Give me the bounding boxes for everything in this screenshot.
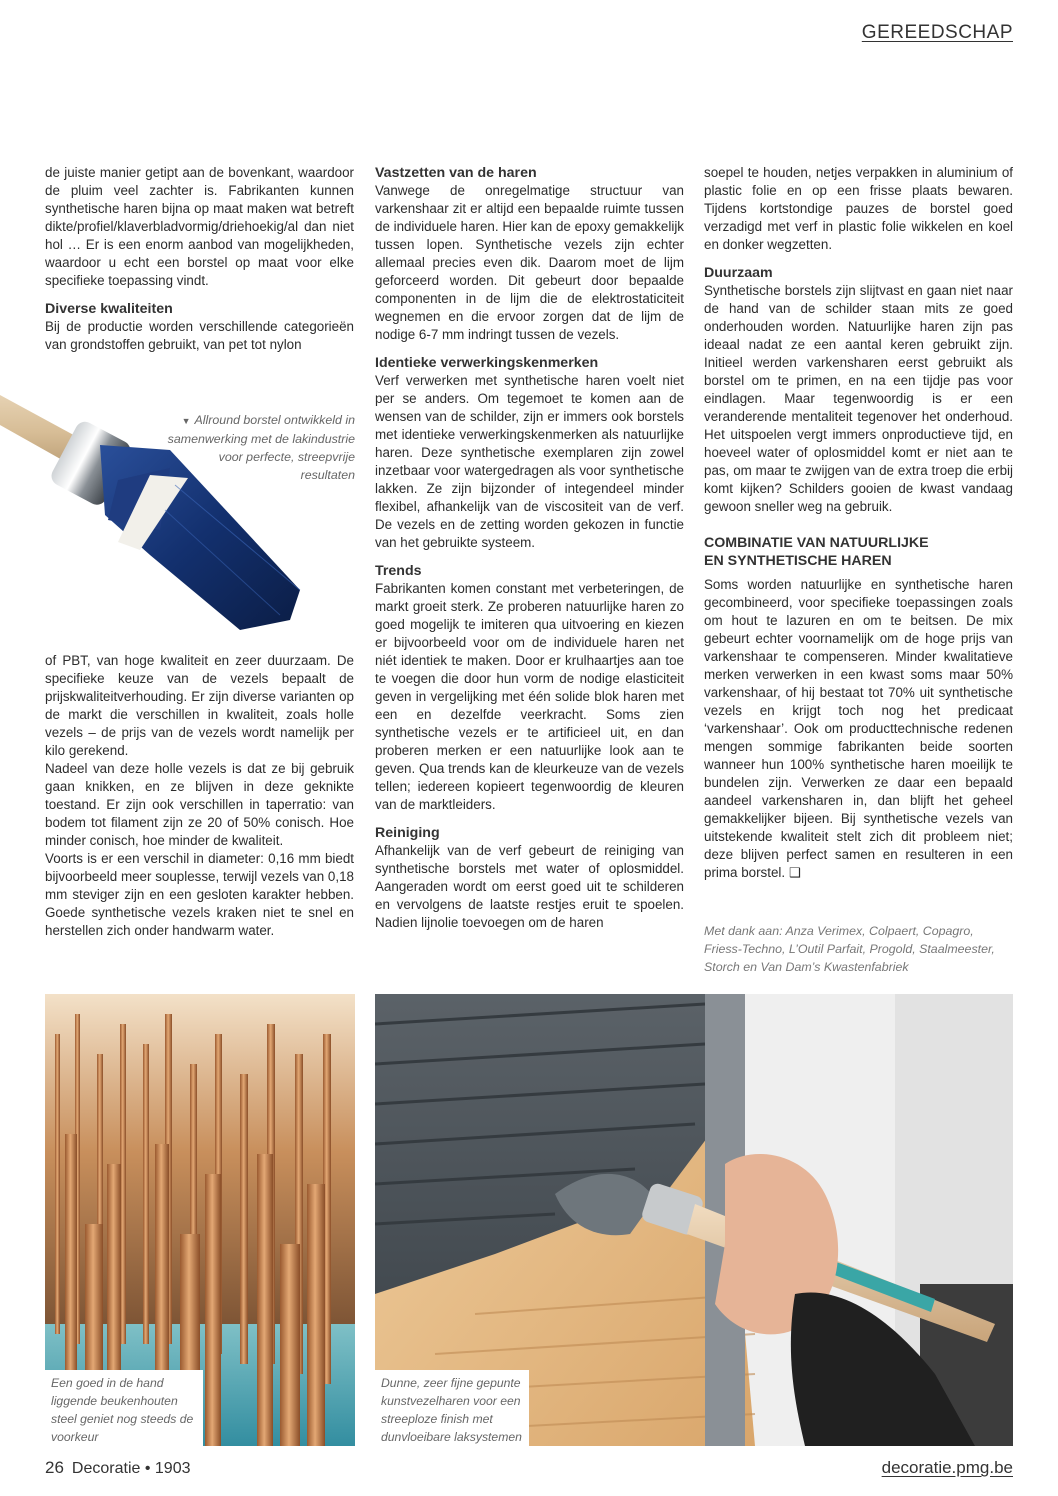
heading-vastzetten: Vastzetten van de haren: [375, 165, 537, 181]
painting-caption: Dunne, zeer fijne gepunte kunstvezelharen voor een streeploze finish met dunvloeibare laksystemen: [375, 1370, 529, 1446]
handles-caption: Een goed in de hand liggende beukenhouten steel geniet nog steeds de voorkeur: [45, 1370, 203, 1446]
column-1-top: [45, 164, 354, 354]
column-1-bottom: [45, 652, 354, 940]
paragraph: Afhankelijk van de verf gebeurt de reiniging van synthetische borstels met water of oplosmiddel. Aangeraden wordt om eerst goed uit te schilderen en vervolgens de laatste restjes eruit te spoelen. Nadien lijnolie toevoegen om de haren: [375, 843, 684, 930]
column-2: [375, 164, 684, 932]
paragraph: soepel te houden, netjes verpakken in aluminium of plastic folie en op een frisse plaats bewaren. Tijdens kortstondige pauzes de borstel goed verzadigd met verf in plastic folie wikkelen en koel en donker wegzetten.: [704, 165, 1013, 252]
acknowledgement: Met dank aan: Anza Verimex, Colpaert, Copagro, Friess-Techno, L’Outil Parfait, Progold, Staalmeester, Storch en Van Dam’s Kwastenfabriek: [704, 924, 995, 974]
magazine-issue: Decoratie • 1903: [71, 1460, 191, 1477]
footer-left: [45, 1458, 190, 1478]
column-3: [704, 164, 1013, 882]
heading-combinatie-line1: COMBINATIE VAN NATUURLIJKE: [704, 535, 929, 551]
heading-duurzaam: Duurzaam: [704, 265, 773, 281]
paragraph: Nadeel van deze holle vezels is dat ze bij gebruik gaan knikken, en ze blijven in deze geknikte toestand. Er zijn ook verschillen in taperratio: van bodem tot filament zijn ze 20 of 50% conisch. Hoe minder conisch, hoe minder de kwaliteit.: [45, 761, 354, 848]
heading-reiniging: Reiniging: [375, 825, 440, 841]
heading-identieke: Identieke verwerkingskenmerken: [375, 355, 599, 371]
paragraph: of PBT, van hoge kwaliteit en zeer duurzaam. De specifieke keuze van de vezels bepaalt de prijskwaliteitverhouding. Er zijn diverse varianten op de markt die verschillen in kwaliteit, zoals holle vezels – de prijs van de vezels wordt namelijk per kilo gerekend.: [45, 653, 354, 758]
paragraph: Bij de productie worden verschillende categorieën van grondstoffen gebruikt, van pet tot nylon: [45, 319, 354, 352]
heading-trends: Trends: [375, 563, 422, 579]
paragraph: Fabrikanten komen constant met verbeteringen, de markt groeit sterk. Ze proberen natuurlijke haren zo goed mogelijk te imiteren qua uitvoering en kiezen er bijvoorbeeld voor om de individuele haren net niét identiek te maken. Door er krulhaartjes aan toe te voegen die door hun vorm de nodige elasticiteit geven in vergelijking met één solide blok haren met een en dezelfde veerkracht. Soms zien synthetische vezels er te artificieel uit, en dan proberen merken er een natuurlijke look aan te geven. Qua trends kan de kleurkeuze van de vezels tellen; iedereen kopieert tegenwoordig de kleuren van de marktleiders.: [375, 581, 684, 812]
heading-diverse-kwaliteiten: Diverse kwaliteiten: [45, 301, 173, 317]
paragraph: Vanwege de onregelmatige structuur van varkenshaar zit er altijd een bepaalde ruimte tussen de individuele haren. Hier kan de epoxy gemakkelijk tussen lopen. Synthetische vezels zijn echter allemaal precies even dik. Daarom moet de lijm geforceerd worden. Dit gebeurt door bepaalde componenten in de lijm die de elektrostaticiteit wegnemen en die ervoor zorgen dat de lijm de nodige 6-7 mm indringt tussen de vezels.: [375, 183, 684, 342]
paragraph: Voorts is er een verschil in diameter: 0,16 mm biedt bijvoorbeeld meer souplesse, terwijl vezels van 0,18 mm steviger zijn en een gesloten karakter hebben. Goede synthetische vezels kraken niet te snel en herstellen zich onder handwarm water.: [45, 851, 354, 938]
paragraph: Verf verwerken met synthetische haren voelt niet per se anders. Om tegemoet te komen aan de wensen van de schilder, zijn er immers ook borstels met identieke verwerkingskenmerken als natuurlijke haren. Deze synthetische exemplaren zijn zowel inzetbaar voor watergedragen als voor synthetische lakken. Ze zijn bijzonder of integendeel minder flexibel, afhankelijk van de viscositeit van de verf. De vezels en de zetting worden gekozen in functie van het gebruikte systeem.: [375, 373, 684, 550]
brush-caption: ▼ Allround borstel ontwikkeld in samenwerking met de lakindustrie voor perfecte, streepvrije resultaten: [167, 413, 355, 482]
website-link[interactable]: decoratie.pmg.be: [881, 1458, 1013, 1477]
caret-down-icon: ▼: [181, 416, 191, 426]
paragraph: Soms worden natuurlijke en synthetische haren gecombineerd, voor specifieke toepassingen zoals om hout te lazuren en om te beitsen. De mix gebeurt echter voornamelijk om de hoge prijs van varkenshaar te compenseren. Minder kwalitatieve merken verwerken in een kwast soms maar 50% varkenshaar, of hij bestaat tot 70% uit synthetische vezels en krijgt toch nog het predicaat ‘varkenshaar’. Ook om producttechnische redenen mengen sommige fabrikanten beide soorten wanneer hun 100% synthetische haren moeilijk te bundelen zijn. Verwerken ze daar een bepaald aandeel varkensharen in, dan blijft het geheel gemakkelijker bijeen. Bij synthetische vezels van uitstekende kwaliteit stelt zich dit probleem niet; deze blijven perfect samen en resulteren in een prima borstel. ❑: [704, 577, 1013, 880]
heading-combinatie-line2: EN SYNTHETISCHE HAREN: [704, 553, 892, 569]
paragraph: Synthetische borstels zijn slijtvast en gaan niet naar de hand van de schilder staan mits ze goed onderhouden worden. Natuurlijke haren zijn pas ideaal nadat ze een aantal keren gebruikt zijn. Initieel werden varkensharen eerst gebruikt als borstel om te primen, en na een tijdje pas voor eindlagen. Maar tegenwoordig is er een veranderende mentaliteit tegenover het onderhoud. Het uitspoelen vergt immers onproductieve tijd, en hoeveel water of oplosmiddel komt er niet aan te pas, om maar te zwijgen van de extra troep die erbij komt kijken? Schilders gooien de kwast vandaag gewoon sneller weg na gebruik.: [704, 283, 1013, 514]
page-number: 26: [45, 1458, 64, 1477]
paragraph: de juiste manier getipt aan de bovenkant, waardoor de pluim veel zachter is. Fabrikanten kunnen synthetische haren bijna op maat maken wat betreft dikte/profiel/klaverbladvormig/driehoekig/al dan niet hol … Er is een enorm aanbod van mogelijkheden, waardoor u echt een borstel op maat voor elke specifieke toepassing vindt.: [45, 165, 354, 288]
section-label: GEREEDSCHAP: [861, 22, 1013, 43]
